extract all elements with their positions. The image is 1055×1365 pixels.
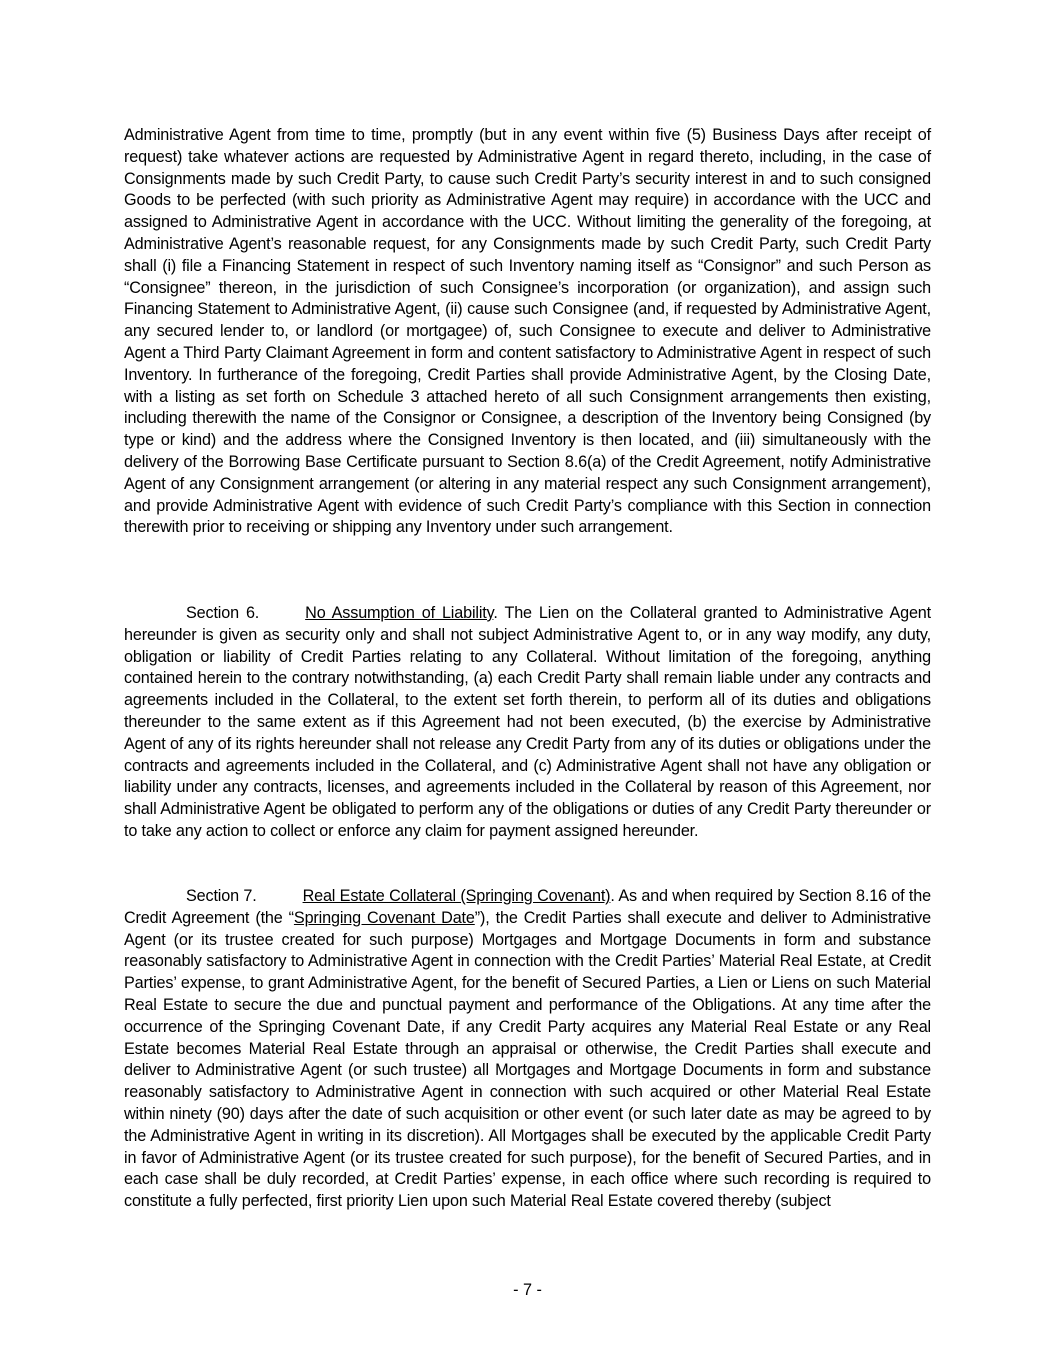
section-6 — [124, 603, 931, 843]
section-heading-period: . — [493, 604, 498, 622]
defined-term: Springing Covenant Date — [293, 908, 475, 927]
section-number: Section 6. — [186, 604, 260, 622]
paragraph-consignment-continuation — [124, 125, 931, 539]
section-text-before: As and when required by Section 8.16 of the Credit Agreement (the “ — [124, 887, 931, 927]
section-7 — [124, 886, 931, 1213]
section-text-after: ”), the Credit Parties shall execute and deliver to Administrative Agent (or its trustee created for such purpose) Mortgages and Mortgage Documents in form and substance reasonably satisfactory to Administrative Agent in connection with the Credit Parties’ Material Real Estate, at Credit Parties’ expense, to grant Administrative Agent, for the benefit of Secured Parties, a Lien or Liens on such Material Real Estate to secure the due and punctual payment and performance of the Obligations. At any time after the occurrence of the Springing Covenant Date, if any Credit Party acquires any Material Real Estate or any Real Estate becomes Material Real Estate through an appraisal or otherwise, the Credit Parties shall execute and deliver to Administrative Agent (or such trustee) all Mortgages and Mortgage Documents in form and substance reasonably satisfactory to Administrative Agent in connection with such acquired or other Material Real Estate within ninety (90) days after the date of such acquisition or other event (or such later date as may be agreed to by the Administrative Agent in writing in its discretion). All Mortgages shall be executed by the applicable Credit Party in favor of Administrative Agent (or its trustee created for such purpose), for the benefit of Secured Parties, and in each case shall be duly recorded, at Credit Parties’ expense, in each office where such recording is required to constitute a fully perfected, first priority Lien upon such Material Real Estate covered thereby (subject — [124, 908, 931, 1211]
section-text: The Lien on the Collateral granted to Administrative Agent hereunder is given as security only and shall not subject Administrative Agent to, or in any way modify, any duty, obligation or liability of Credit Parties relating to any Collateral. Without limitation of the foregoing, anything contained herein to the contrary notwithstanding, (a) each Credit Party shall remain liable under any contracts and agreements included in the Collateral, to the extent set forth therein, to perform all of its duties and obligations thereunder to the same extent as if this Agreement had not been executed, (b) the exercise by Administrative Agent of any of its rights hereunder shall not release any Credit Party from any of its duties or obligations under the contracts and agreements included in the Collateral, and (c) Administrative Agent shall not have any obligation or liability under any contracts, licenses, and agreements included in the Collateral by reason of this Agreement, nor shall Administrative Agent be obligated to perform any of the obligations or duties of any Credit Party thereunder or to take any action to collect or enforce any claim for payment assigned hereunder. — [124, 604, 931, 840]
paragraph-text: Administrative Agent from time to time, promptly (but in any event within five (5) Business Days after receipt of request) take whatever actions are requested by Administrative Agent in regard thereto, including, in the case of Consignments made by such Credit Party, to cause such Credit Party’s security interest in and to such consigned Goods to be perfected (with such priority as Administrative Agent may require) in accordance with the UCC and assigned to Administrative Agent in accordance with the UCC. Without limiting the generality of the foregoing, at Administrative Agent’s reasonable request, for any Consignments made by such Credit Party, such Credit Party shall (i) file a Financing Statement in respect of such Inventory naming itself as “Consignor” and such Person as “Consignee” thereon, in the jurisdiction of such Consignee’s incorporation (or organization), and assign such Financing Statement to Administrative Agent, (ii) cause such Consignee (and, if requested by Administrative Agent, any secured lender to, or landlord (or mortgagee) of, such Consignee to execute and deliver to Administrative Agent a Third Party Claimant Agreement in form and content satisfactory to Administrative Agent in respect of such Inventory. In furtherance of the foregoing, Credit Parties shall provide Administrative Agent, by the Closing Date, with a listing as set forth on Schedule 3 attached hereto of all such Consignment arrangements then existing, including therewith the name of the Consignor or Consignee, a description of the Inventory being Consigned (by type or kind) and the address where the Consigned Inventory is then located, and (iii) simultaneously with the delivery of the Borrowing Base Certificate pursuant to Section 8.6(a) of the Credit Agreement, notify Administrative Agent of any Consignment arrangement (or altering in any material respect any such Consignment arrangement), and provide Administrative Agent with evidence of such Credit Party’s compliance with this Section in connection therewith prior to receiving or shipping any Inventory under such arrangement. — [124, 126, 931, 537]
section-heading: No Assumption of Liability — [305, 604, 494, 622]
page-number: - 7 - — [513, 1281, 542, 1299]
section-heading: Real Estate Collateral (Springing Covenant) — [302, 887, 611, 905]
section-heading-period: . — [610, 887, 615, 905]
section-number: Section 7. — [186, 887, 257, 905]
